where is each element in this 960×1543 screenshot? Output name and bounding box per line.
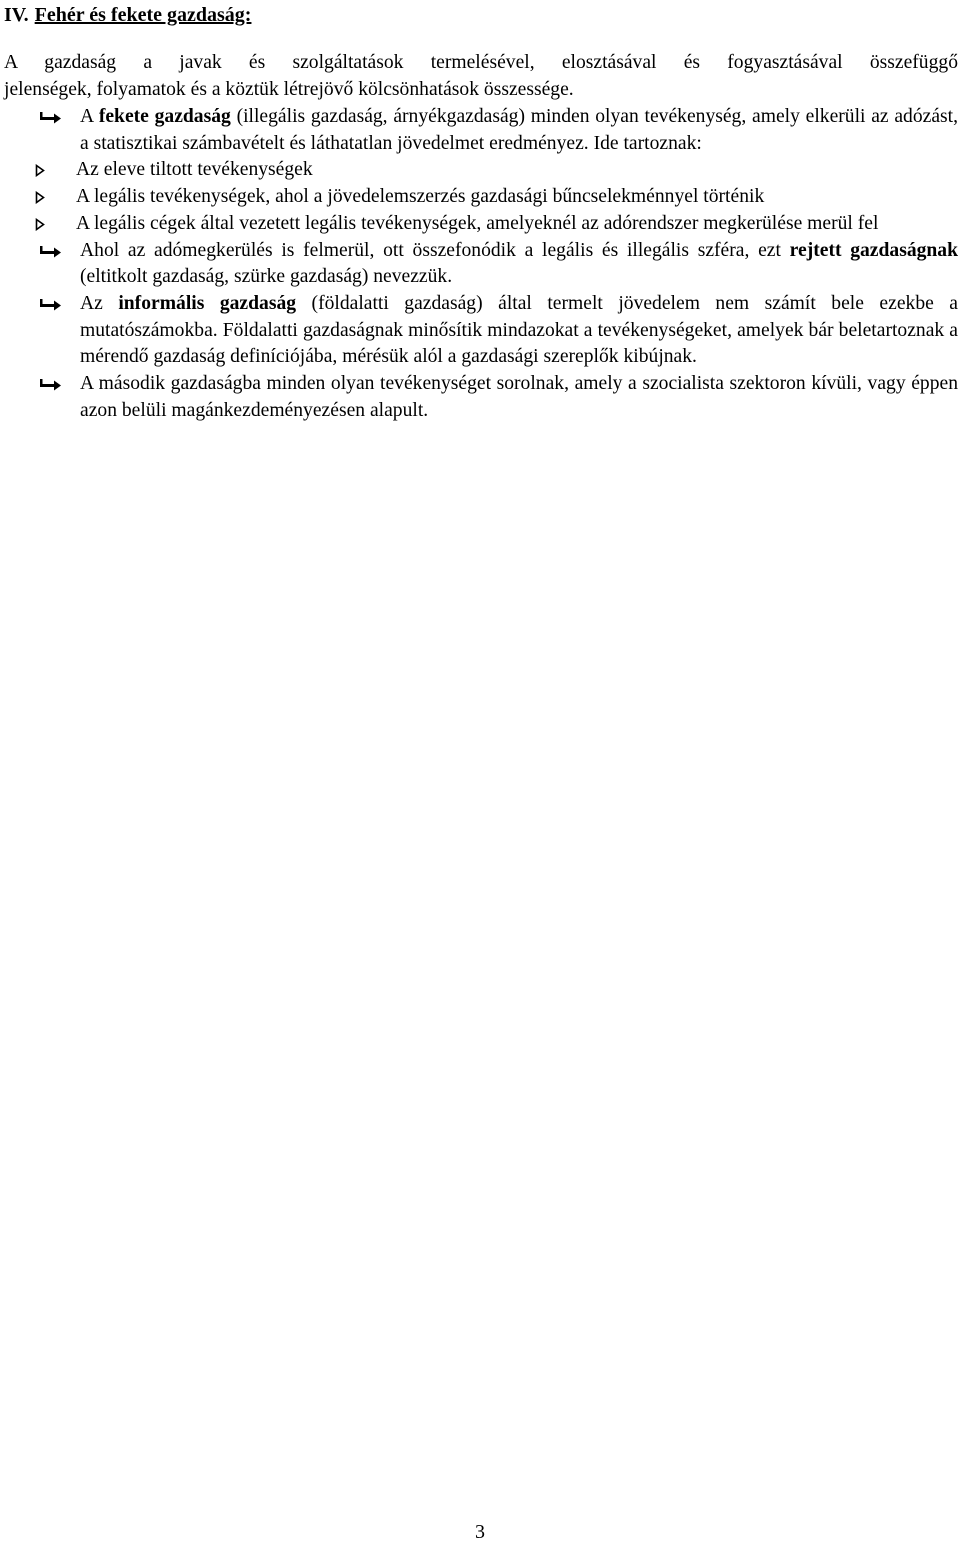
item-text-post: (földalatti gazdaság) által termelt jövedelem nem számít bele ezekbe a mutatószámokba. Földalatti gazdaságnak minősítik mindazokat a tevékenységeket, amelyek bár beletartoznak a mérendő gazdaság definíciójába, mérésük alól a gazdasági szereplők kibújnak. [80, 292, 959, 368]
section-heading [4, 2, 251, 28]
sub-item-text: A legális tevékenységek, ahol a jövedelemszerzés gazdasági bűncselekménnyel történik [76, 186, 765, 208]
bullet-list [0, 104, 960, 424]
sub-list-item [0, 157, 960, 184]
right-arrow-icon [40, 245, 62, 259]
list-item [0, 104, 960, 157]
item-text-bold: fekete gazdaság [98, 106, 231, 127]
sub-item-text: A legális cégek által vezetett legális tevékenységek, amelyeknél az adórendszer megkerülése merül fel [76, 212, 879, 234]
page-number: 3 [475, 1521, 485, 1543]
sub-list-item [0, 184, 960, 211]
item-text-pre: A második gazdaságba minden olyan tevékenységet sorolnak, amely a szocialista szektoron kívüli, vagy éppen azon belüli magánkezdeményezésen alapult. [80, 373, 958, 421]
item-text-pre: Az [80, 292, 119, 314]
right-arrow-icon [40, 298, 62, 312]
sub-item-text: Az eleve tiltott tevékenységek [76, 159, 313, 181]
right-arrow-icon [40, 378, 62, 392]
item-text-post: (eltitkolt gazdaság, szürke gazdaság) nevezzük. [80, 266, 453, 288]
item-text-bold: informális gazdaság [118, 292, 297, 314]
triangle-right-outline-icon [35, 164, 45, 177]
list-item [0, 291, 960, 371]
section-title: Fehér és fekete gazdaság: [34, 4, 252, 26]
section-number: IV. [4, 4, 29, 26]
intro-line-2: jelenségek, folyamatok és a köztük létrejövő kölcsönhatások összessége. [4, 78, 574, 100]
intro-paragraph [4, 50, 958, 103]
item-text-pre: A [80, 106, 99, 127]
intro-line-1: A gazdaság a javak és szolgáltatások termelésével, elosztásával és fogyasztásával összefüggő [4, 52, 958, 73]
triangle-right-outline-icon [35, 191, 45, 204]
item-text-post: (illegális gazdaság, árnyékgazdaság) minden olyan tevékenység, amely elkerüli az adózást, a statisztikai számbavételt és láthatatlan jövedelmet eredményez. Ide tartoznak: [80, 106, 959, 154]
right-arrow-icon [40, 111, 62, 125]
sub-list-item [0, 211, 960, 238]
item-text-bold: rejtett gazdaságnak [789, 239, 959, 261]
list-item [0, 371, 960, 424]
item-text-pre: Ahol az adómegkerülés is felmerül, ott összefonódik a legális és illegális szféra, ezt [80, 239, 790, 261]
list-item [0, 238, 960, 291]
sub-list [0, 157, 960, 237]
triangle-right-outline-icon [35, 218, 45, 231]
